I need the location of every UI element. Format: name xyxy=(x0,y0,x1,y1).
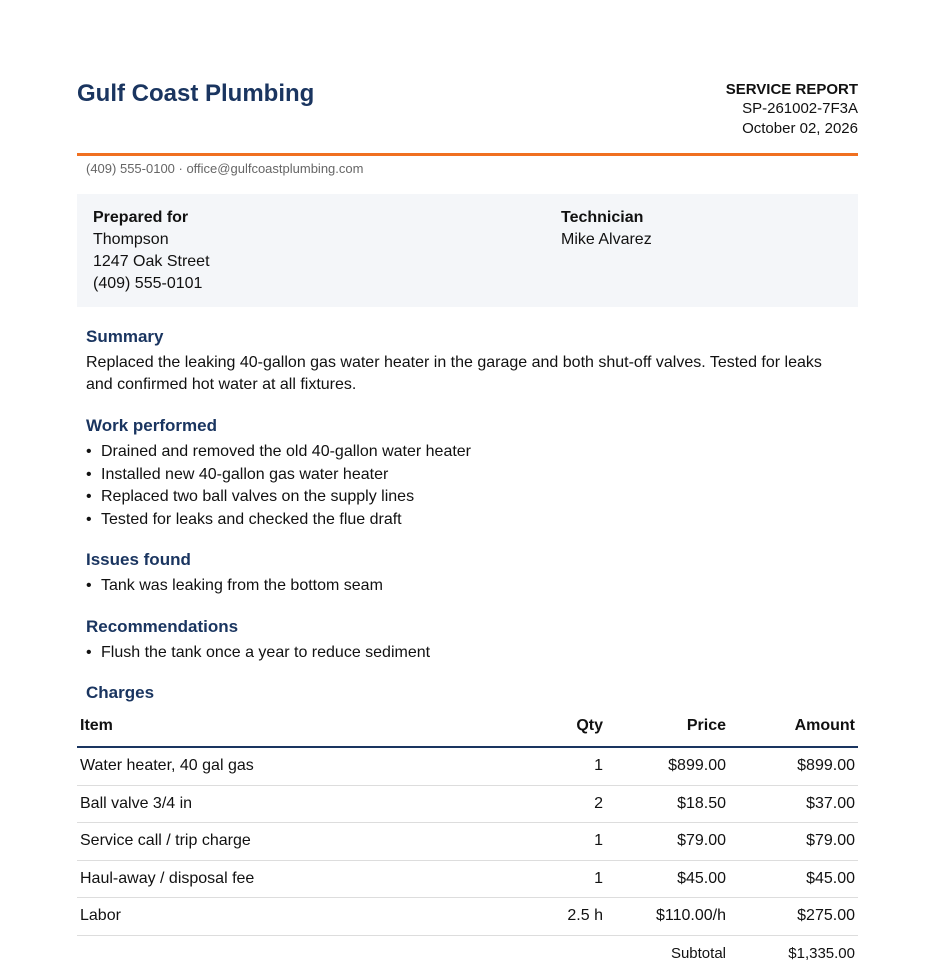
table-row xyxy=(77,860,858,898)
list-item: • Tank was leaking from the bottom seam xyxy=(86,575,858,598)
charges-table xyxy=(77,716,858,980)
charge-amount: $899.00 xyxy=(729,747,858,785)
charge-price: $899.00 xyxy=(606,747,729,785)
report-header xyxy=(77,0,858,153)
technician-name: Mike Alvarez xyxy=(561,231,652,248)
report-number: SP-261002-7F3A xyxy=(742,100,858,117)
charge-item: Service call / trip charge xyxy=(77,823,523,861)
report-meta xyxy=(726,80,858,139)
table-row xyxy=(77,785,858,823)
charge-amount: $37.00 xyxy=(729,785,858,823)
service-report-page xyxy=(77,0,858,980)
charge-item: Haul-away / disposal fee xyxy=(77,860,523,898)
charge-price: $45.00 xyxy=(606,860,729,898)
charge-amount: $79.00 xyxy=(729,823,858,861)
bullet-icon: • xyxy=(86,443,92,460)
list-item: • Installed new 40-gallon gas water heater xyxy=(86,464,858,487)
charge-price: $110.00/h xyxy=(606,898,729,936)
charge-item: Water heater, 40 gal gas xyxy=(77,747,523,785)
charge-amount: $45.00 xyxy=(729,860,858,898)
charge-item: Ball valve 3/4 in xyxy=(77,785,523,823)
work-performed-list xyxy=(77,441,858,531)
recommendations-heading: Recommendations xyxy=(86,616,239,636)
list-item: • Drained and removed the old 40-gallon water heater xyxy=(86,441,858,464)
charge-qty: 1 xyxy=(523,860,606,898)
charge-item: Labor xyxy=(77,898,523,936)
column-header-qty: Qty xyxy=(523,716,606,747)
charge-qty: 1 xyxy=(523,747,606,785)
bullet-icon: • xyxy=(86,465,92,483)
header-divider xyxy=(77,153,858,156)
charges-heading: Charges xyxy=(86,683,155,702)
subtotal-value: $1,335.00 xyxy=(788,944,855,962)
summary-heading: Summary xyxy=(86,327,164,346)
list-item: • Replaced two ball valves on the supply lines xyxy=(86,486,858,509)
table-row xyxy=(77,823,858,861)
customer-info-box xyxy=(77,194,858,307)
table-row xyxy=(77,898,858,936)
subtotal-row xyxy=(77,935,858,980)
technician-block xyxy=(561,207,652,251)
table-row xyxy=(77,747,858,785)
summary-text: Replaced the leaking 40-gallon gas water heater in the garage and both shut-off valves. Tested for leaks and confirmed hot water at all fixtures. xyxy=(86,354,822,393)
charge-amount: $275.00 xyxy=(729,898,858,936)
charge-price: $18.50 xyxy=(606,785,729,823)
work-performed-heading: Work performed xyxy=(86,416,217,435)
prepared-for-label: Prepared for xyxy=(93,209,189,226)
list-item: • Tested for leaks and checked the flue draft xyxy=(86,509,858,532)
subtotal-label: Subtotal xyxy=(670,944,726,962)
charge-qty: 1 xyxy=(523,823,606,861)
bullet-icon: • xyxy=(86,577,92,594)
report-title: SERVICE REPORT xyxy=(725,81,858,98)
list-item: • Flush the tank once a year to reduce sediment xyxy=(86,642,858,665)
table-header-row xyxy=(77,716,858,747)
charge-qty: 2 xyxy=(523,785,606,823)
bullet-icon: • xyxy=(86,510,92,528)
company-contact: (409) 555-0100 · office@gulfcoastplumbing.com xyxy=(86,161,364,176)
technician-label: Technician xyxy=(561,209,644,226)
customer-name: Thompson xyxy=(93,231,169,248)
company-name: Gulf Coast Plumbing xyxy=(77,80,315,107)
bullet-icon: • xyxy=(86,643,92,661)
issues-found-heading: Issues found xyxy=(86,550,191,569)
recommendations-list xyxy=(77,642,858,665)
column-header-price: Price xyxy=(606,716,729,747)
charge-qty: 2.5 h xyxy=(523,898,606,936)
report-date: October 02, 2026 xyxy=(742,120,858,137)
bullet-icon: • xyxy=(86,488,92,505)
column-header-amount: Amount xyxy=(729,716,858,747)
column-header-item: Item xyxy=(77,716,523,747)
issues-found-list xyxy=(77,575,858,598)
customer-phone: (409) 555-0101 xyxy=(93,275,203,292)
charge-price: $79.00 xyxy=(606,823,729,861)
customer-address: 1247 Oak Street xyxy=(93,253,210,270)
prepared-for-block xyxy=(93,207,210,295)
